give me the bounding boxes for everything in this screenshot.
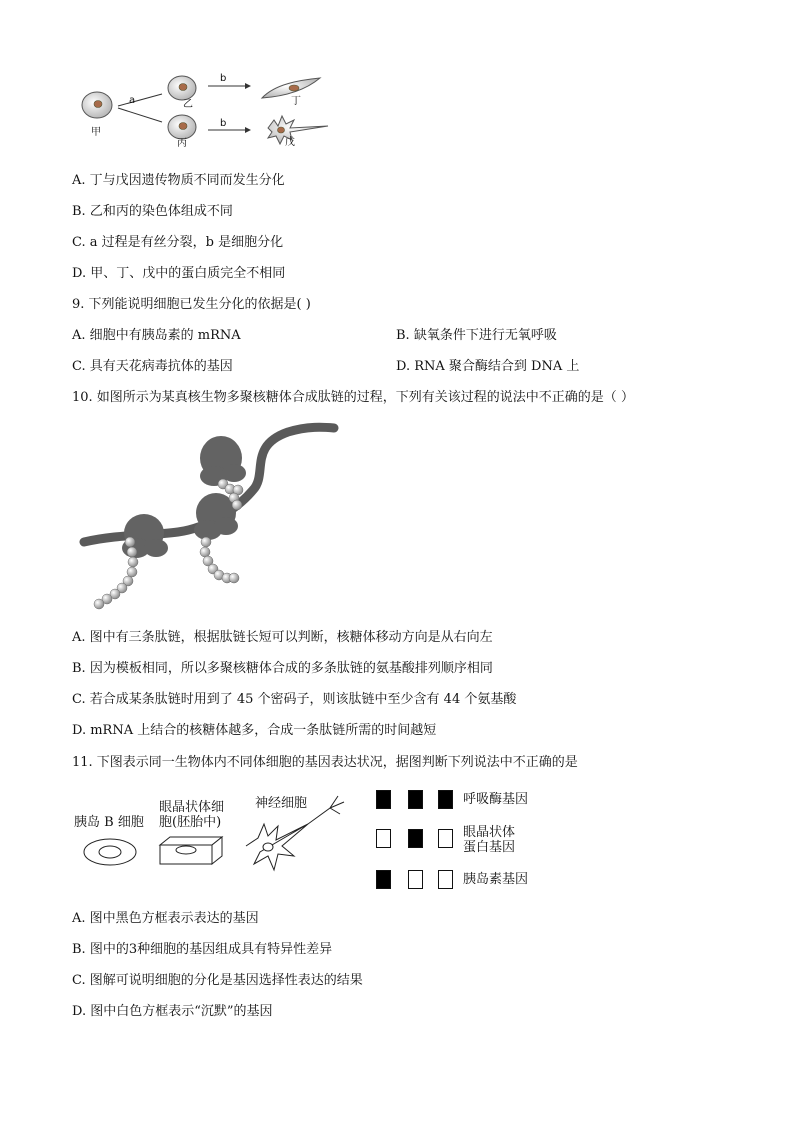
q8-option-b: B. 乙和丙的染色体组成不同 [72,204,233,219]
q10-option-a: A. 图中有三条肽链，根据肽链长短可以判断，核糖体移动方向是从右向左 [72,630,493,645]
gene-label-respiratory: 呼吸酶基因 [463,792,529,807]
cell-label-lens: 眼晶状体细 胞(胚胎中) [159,800,225,830]
gene-label-lens-protein: 眼晶状体 蛋白基因 [463,825,516,855]
cell-wu-icon [268,116,328,144]
q8-option-a: A. 丁与戊因遗传物质不同而发生分化 [72,173,285,188]
label-bing: 丙 [177,138,187,149]
expression-square-r0-c0 [376,790,391,809]
q10-stem: 10. 如图所示为某真核生物多聚核糖体合成肽链的过程，下列有关该过程的说法中不正确的是（ ） [72,390,634,405]
q11-option-b: B. 图中的3种细胞的基因组成具有特异性差异 [72,942,333,957]
cell-yi-icon [168,76,196,100]
expression-square-r1-c0 [376,829,391,848]
q9-stem: 9. 下列能说明细胞已发生分化的依据是( ) [72,297,311,312]
q11-option-a: A. 图中黑色方框表示表达的基因 [72,911,259,926]
polyribosome-figure [78,418,340,618]
lens-cell-icon [160,837,222,864]
label-b-bottom: b [220,118,227,129]
cell-bing-icon [168,115,196,139]
nerve-cell-icon [246,796,344,870]
q10-option-c: C. 若合成某条肽链时用到了 45 个密码子，则该肽链中至少含有 44 个氨基酸 [72,692,517,707]
q11-stem: 11. 下图表示同一生物体内不同体细胞的基因表达状况，据图判断下列说法中不正确的是 [72,755,578,770]
q9-option-a: A. 细胞中有胰岛素的 mRNA [72,328,241,343]
cell-label-nerve: 神经细胞 [255,796,308,811]
peptide-chain-2 [200,537,239,583]
q11-option-c: C. 图解可说明细胞的分化是基因选择性表达的结果 [72,973,363,988]
cell-types-figure [78,790,368,880]
q8-option-d: D. 甲、丁、戊中的蛋白质完全不相同 [72,266,286,281]
label-b-top: b [220,73,227,84]
peptide-chain-1 [94,537,138,609]
expression-square-r2-c0 [376,870,391,889]
q10-option-d: D. mRNA 上结合的核糖体越多，合成一条肽链所需的时间越短 [72,723,437,738]
q11-option-d: D. 图中白色方框表示“沉默”的基因 [72,1004,273,1019]
gene-label-insulin: 胰岛素基因 [463,872,529,887]
cell-ding-icon [262,78,320,98]
label-jia: 甲 [91,127,101,138]
ribosome-3 [200,436,246,486]
expression-square-r0-c2 [438,790,453,809]
expression-square-r0-c1 [408,790,423,809]
q9-option-b: B. 缺氧条件下进行无氧呼吸 [396,328,557,343]
label-a: a [129,95,136,106]
expression-square-r2-c1 [408,870,423,889]
label-ding: 丁 [291,96,301,107]
q9-option-d: D. RNA 聚合酶结合到 DNA 上 [396,359,580,374]
islet-b-cell-icon [84,839,136,865]
q8-option-c: C. a 过程是有丝分裂，b 是细胞分化 [72,235,284,250]
label-yi: 乙 [183,99,193,110]
cell-jia-icon [82,92,112,118]
label-wu: 戊 [285,137,295,148]
cell-differentiation-figure [70,70,340,155]
q9-option-c: C. 具有天花病毒抗体的基因 [72,359,233,374]
expression-square-r1-c1 [408,829,423,848]
expression-square-r1-c2 [438,829,453,848]
cell-label-islet-b: 胰岛 B 细胞 [74,815,144,830]
expression-square-r2-c2 [438,870,453,889]
q10-option-b: B. 因为模板相同，所以多聚核糖体合成的多条肽链的氨基酸排列顺序相同 [72,661,493,676]
